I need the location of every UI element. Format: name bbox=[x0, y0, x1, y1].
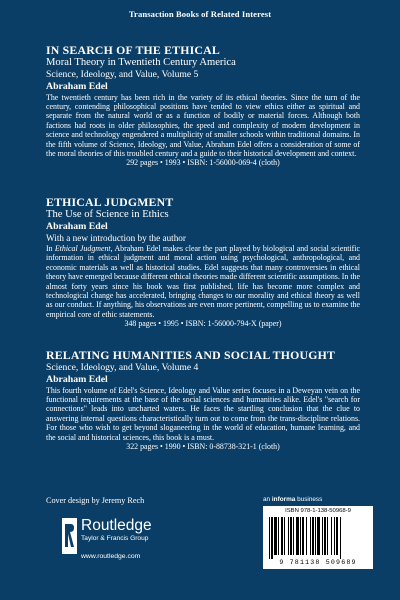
book-author: Abraham Edel bbox=[46, 221, 108, 232]
book-title: ETHICAL JUDGMENT bbox=[46, 195, 174, 209]
publisher-tagline: Taylor & Francis Group bbox=[81, 535, 149, 542]
book-description: The twentieth century has been rich in the variety of its ethical theories. Since the turn of the century, contending philosophical positions have tended to view ethics either as spiritual and separate from the natural world or as a function of bodily or material forces. Although both factions had roots in older philosophies, the speed and complexity of modern development in science and technology engendered a multiplicity of smaller schools within traditional domains. In the fifth volume of Science, Ideology, and Value, Abraham Edel offers a consideration of some of the moral theories of this troubled century and a guide to their historical development and context. bbox=[46, 92, 360, 158]
book-entry-ethical-judgment bbox=[46, 196, 360, 329]
isbn-barcode bbox=[263, 506, 373, 569]
book-series: Science, Ideology, and Value, Volume 5 bbox=[46, 69, 199, 80]
book-details: 348 pages • 1995 • ISBN: 1-56000-794-X (paper) bbox=[124, 319, 282, 329]
publisher-name: Routledge bbox=[81, 517, 152, 534]
informa-suffix: business bbox=[295, 496, 323, 503]
book-subtitle: Moral Theory in Twentieth Century America bbox=[46, 57, 236, 68]
description-lead: In bbox=[46, 244, 55, 253]
barcode-bars-icon bbox=[269, 517, 367, 559]
routledge-logo-icon bbox=[62, 518, 77, 554]
barcode-digits: 9 781138 509689 bbox=[279, 559, 357, 566]
book-entry-in-search-of-the-ethical bbox=[46, 44, 360, 168]
book-description bbox=[46, 244, 360, 319]
book-author: Abraham Edel bbox=[46, 373, 108, 385]
book-entry-relating-humanities bbox=[46, 349, 360, 451]
cover-design-credit: Cover design by Jeremy Rech bbox=[46, 496, 145, 505]
book-title: RELATING HUMANITIES AND SOCIAL THOUGHT bbox=[46, 348, 336, 362]
related-interest-header: Transaction Books of Related Interest bbox=[128, 9, 272, 19]
description-rest: , Abraham Edel makes clear the part played by biological and social scientific information in ethical judgment and moral action using psychological, anthropological, and economic materials as well as historical studies. Edel suggests that many controversies in ethical theory have emerged because different ethical theories made different scientific assumptions. In the almost forty years since his book was first published, life has become more complex and technological change has accelerated, bringing changes to our morality and ethical theory as well as our conduct. If anything, his observations are even more pertinent, compelling us to examine the empirical core of ethic statements. bbox=[46, 244, 360, 319]
publisher-website[interactable]: www.routledge.com bbox=[81, 553, 141, 560]
book-author: Abraham Edel bbox=[46, 80, 108, 92]
informa-business-label bbox=[263, 496, 322, 503]
book-description: This fourth volume of Edel's Science, Ideology and Value series focuses in a Deweyan vein on the functional requirements at the base of the social sciences and humanities alike. Edel's "search for connections" leads into uncharted waters. He faces the startling conclusion that the clue to answering internal questions characteristically turn out to come from the trans-discipline relations. For those who wish to get beyond sloganeering in the world of education, humane learning, and the social and historical sciences, this book is a must. bbox=[46, 385, 360, 442]
isbn-label: ISBN 978-1-138-50968-9 bbox=[285, 508, 351, 514]
informa-prefix: an bbox=[263, 496, 272, 503]
description-italic-title: Ethical Judgment bbox=[54, 244, 111, 253]
book-intro-note: With a new introduction by the author bbox=[46, 233, 186, 243]
book-details: 292 pages • 1993 • ISBN: 1-56000-069-4 (cloth) bbox=[126, 158, 280, 168]
book-subtitle: The Use of Science in Ethics bbox=[46, 209, 169, 220]
book-title: IN SEARCH OF THE ETHICAL bbox=[46, 43, 220, 57]
book-series: Science, Ideology, and Value, Volume 4 bbox=[46, 362, 199, 373]
book-details: 322 pages • 1990 • ISBN: 0-88738-321-1 (cloth) bbox=[126, 441, 280, 451]
informa-brand: informa bbox=[271, 496, 296, 503]
